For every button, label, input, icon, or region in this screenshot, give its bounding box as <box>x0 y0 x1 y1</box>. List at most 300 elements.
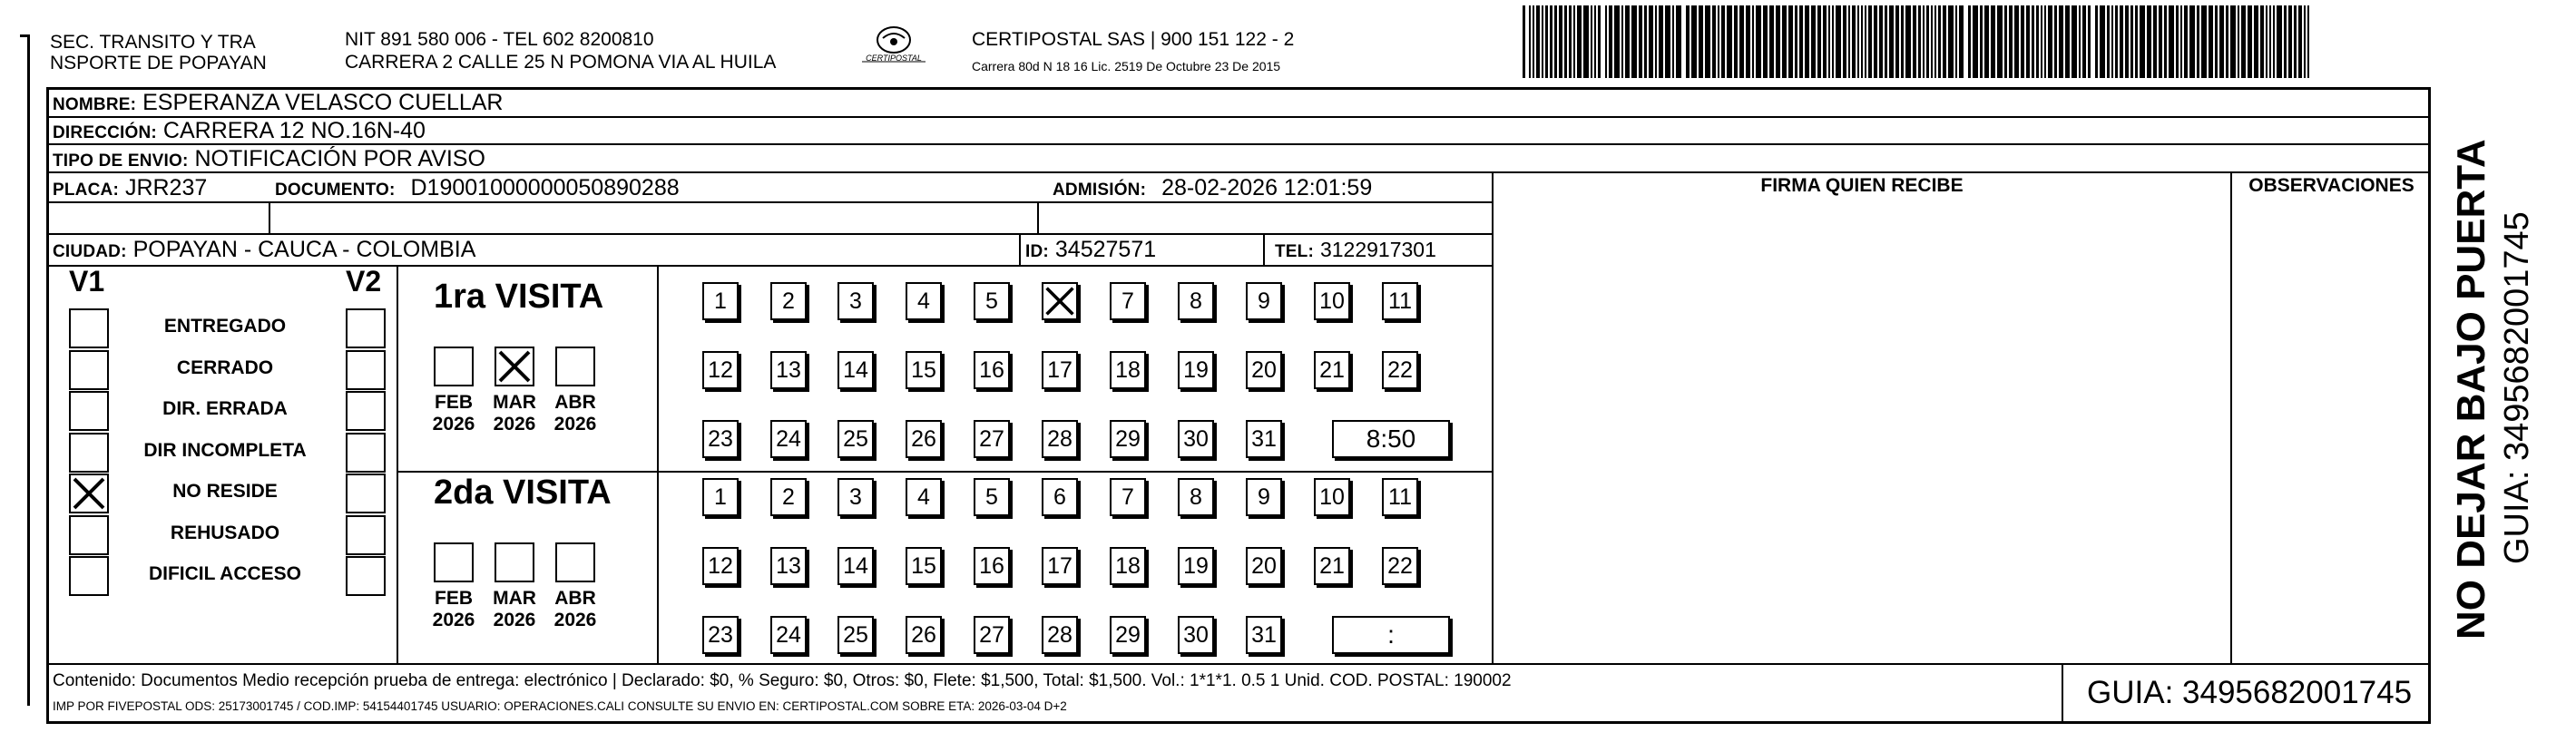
day-checkbox[interactable]: 22 <box>1382 547 1418 585</box>
footer-contenido: Contenido: Documentos Medio recepción prueba de entrega: electrónico | Declarado: $0, % Seguro: $0, Otros: $0, Flete: $1,500, Total: $1,500. Vol.: 1*1*1. 0.5 1 Unid. COD. POSTAL: 190002 <box>53 671 1512 690</box>
v1-checkbox[interactable] <box>69 474 109 513</box>
day-checkbox[interactable]: 30 <box>1178 420 1214 458</box>
id-label: ID: <box>1025 242 1049 261</box>
barcode-bar <box>2189 5 2195 78</box>
barcode-bar <box>2059 5 2063 78</box>
margin-mark-cap <box>20 34 30 37</box>
barcode-bar <box>1712 5 1716 78</box>
month-name: MAR <box>493 588 536 609</box>
barcode-bar <box>2014 5 2019 78</box>
barcode-bar <box>1659 5 1663 78</box>
barcode-bar <box>2054 5 2057 78</box>
barcode-bar <box>2082 5 2086 78</box>
day-checkbox[interactable]: 27 <box>974 420 1010 458</box>
barcode-bar <box>1828 5 1830 78</box>
month-year: 2026 <box>493 610 536 630</box>
barcode-bar <box>1805 5 1809 78</box>
day-checkbox[interactable]: 10 <box>1314 478 1350 516</box>
col-rule <box>2230 171 2232 663</box>
barcode-bar <box>1948 5 1954 78</box>
day-checkbox[interactable]: 4 <box>906 282 942 320</box>
day-checkbox[interactable]: 8 <box>1178 478 1214 516</box>
barcode-bar <box>1573 5 1575 78</box>
day-checkbox[interactable]: 15 <box>906 351 942 389</box>
barcode-bar <box>1614 5 1620 78</box>
day-checkbox[interactable]: 28 <box>1042 616 1078 654</box>
day-checkbox[interactable]: 24 <box>770 616 807 654</box>
col-rule <box>1019 233 1021 266</box>
direccion-value: CARRERA 12 NO.16N-40 <box>162 118 426 143</box>
day-checkbox[interactable]: 21 <box>1314 351 1350 389</box>
day-checkbox[interactable]: 28 <box>1042 420 1078 458</box>
barcode-bar <box>1672 5 1674 78</box>
placa-row <box>53 172 207 206</box>
barcode-bar <box>1676 5 1681 78</box>
barcode-bar <box>1564 5 1567 78</box>
barcode-bar <box>1763 5 1768 78</box>
admision-value: 28-02-2026 12:01:59 <box>1161 175 1373 200</box>
second-visit-title: 2da VISITA <box>434 474 612 512</box>
barcode-bar <box>1836 5 1841 78</box>
barcode-bar <box>2021 5 2024 78</box>
id-value: 34527571 <box>1054 237 1157 262</box>
barcode-bar <box>1973 5 1978 78</box>
day-checkbox[interactable]: 9 <box>1246 282 1282 320</box>
barcode <box>1523 5 2312 78</box>
barcode-bar <box>1879 5 1883 78</box>
documento-value: D19001000000050890288 <box>410 175 680 200</box>
barcode-bar <box>2273 5 2275 78</box>
day-checkbox[interactable]: 29 <box>1110 420 1146 458</box>
barcode-bar <box>1718 5 1719 78</box>
barcode-bar <box>1691 5 1697 78</box>
barcode-bar <box>1665 5 1670 78</box>
day-checkbox[interactable]: 20 <box>1246 351 1282 389</box>
barcode-bar <box>2176 5 2179 78</box>
day-checkbox[interactable]: 11 <box>1382 478 1418 516</box>
barcode-bar <box>2036 5 2039 78</box>
barcode-bar <box>1739 5 1744 78</box>
day-checkbox[interactable]: 13 <box>770 351 807 389</box>
day-checkbox[interactable]: 1 <box>702 282 739 320</box>
barcode-bar <box>1752 5 1754 78</box>
barcode-bar <box>1843 5 1846 78</box>
month-year: 2026 <box>553 610 597 630</box>
barcode-bar <box>2041 5 2042 78</box>
admision-row <box>1053 172 1372 206</box>
sender-line-2: NSPORTE DE POPAYAN <box>50 53 267 73</box>
barcode-bar <box>1529 5 1531 78</box>
barcode-bar <box>1609 5 1612 78</box>
placa-label: PLACA: <box>53 181 119 200</box>
barcode-bar <box>2248 5 2252 78</box>
barcode-bar <box>1533 5 1534 78</box>
tel-row <box>1275 234 1436 268</box>
sender-line-1: SEC. TRANSITO Y TRA <box>50 32 256 53</box>
day-checkbox[interactable]: 31 <box>1246 616 1282 654</box>
day-checkbox[interactable]: 8 <box>1178 282 1214 320</box>
barcode-bar <box>2184 5 2188 78</box>
day-checkbox[interactable]: 1 <box>702 478 739 516</box>
day-checkbox[interactable]: 16 <box>974 351 1010 389</box>
barcode-bar <box>2079 5 2081 78</box>
day-checkbox[interactable]: 10 <box>1314 282 1350 320</box>
day-checkbox[interactable] <box>1042 282 1078 320</box>
v2-checkbox[interactable] <box>346 474 386 513</box>
day-checkbox[interactable]: 19 <box>1178 547 1214 585</box>
barcode-bar <box>2065 5 2070 78</box>
day-checkbox[interactable]: 23 <box>702 616 739 654</box>
barcode-bar <box>1799 5 1803 78</box>
barcode-bar <box>1605 5 1607 78</box>
barcode-bar <box>1631 5 1637 78</box>
day-checkbox[interactable]: 2 <box>770 478 807 516</box>
barcode-bar <box>1577 5 1582 78</box>
barcode-bar <box>2032 5 2034 78</box>
v1-checkbox[interactable] <box>69 308 109 348</box>
day-checkbox[interactable]: 2 <box>770 282 807 320</box>
barcode-bar <box>1649 5 1653 78</box>
col-rule <box>1492 171 1494 663</box>
status-label: DIR INCOMPLETA <box>143 439 307 461</box>
barcode-bar <box>1699 5 1703 78</box>
v1-checkbox[interactable] <box>69 433 109 473</box>
first-visit-title: 1ra VISITA <box>434 278 604 316</box>
day-checkbox[interactable]: 7 <box>1110 282 1146 320</box>
barcode-bar <box>2254 5 2258 78</box>
row-rule <box>397 471 1493 473</box>
col-rule <box>1037 201 1039 234</box>
barcode-bar <box>1756 5 1761 78</box>
barcode-bar <box>1591 5 1592 78</box>
sidebar-guia: GUIA: 3495682001745 <box>2498 211 2536 564</box>
month-checkbox[interactable] <box>495 542 534 582</box>
barcode-bar <box>2111 5 2113 78</box>
v1-checkbox[interactable] <box>69 350 109 390</box>
observaciones-heading: OBSERVACIONES <box>2248 175 2414 196</box>
barcode-bar <box>1811 5 1816 78</box>
admision-label: ADMISIÓN: <box>1053 181 1147 200</box>
barcode-bar <box>1782 5 1787 78</box>
barcode-bar <box>1554 5 1557 78</box>
barcode-bar <box>1955 5 1957 78</box>
firma-heading: FIRMA QUIEN RECIBE <box>1760 175 1964 196</box>
margin-mark <box>27 34 30 706</box>
barcode-bar <box>2209 5 2213 78</box>
status-label: NO RESIDE <box>172 481 278 502</box>
day-checkbox[interactable]: 14 <box>837 547 874 585</box>
barcode-bar <box>1639 5 1642 78</box>
col-rule <box>269 201 270 234</box>
barcode-bar <box>2107 5 2110 78</box>
barcode-bar <box>2026 5 2030 78</box>
barcode-bar <box>1746 5 1750 78</box>
barcode-bar <box>1559 5 1562 78</box>
barcode-bar <box>1550 5 1552 78</box>
status-label: ENTREGADO <box>163 316 287 337</box>
month-checkbox[interactable] <box>495 347 534 386</box>
barcode-bar <box>1536 5 1540 78</box>
barcode-bar <box>1523 5 1525 78</box>
month-year: 2026 <box>493 414 536 435</box>
month-checkbox[interactable] <box>555 347 595 386</box>
day-checkbox[interactable]: 5 <box>974 478 1010 516</box>
barcode-bar <box>1885 5 1887 78</box>
barcode-bar <box>2219 5 2224 78</box>
v2-checkbox[interactable] <box>346 391 386 431</box>
month-checkbox[interactable] <box>434 347 474 386</box>
barcode-bar <box>1795 5 1797 78</box>
barcode-bar <box>2241 5 2246 78</box>
day-checkbox[interactable]: 26 <box>906 420 942 458</box>
barcode-bar <box>1874 5 1877 78</box>
barcode-bar <box>2159 5 2162 78</box>
day-checkbox[interactable]: 4 <box>906 478 942 516</box>
barcode-bar <box>2147 5 2151 78</box>
barcode-bar <box>2164 5 2167 78</box>
col-rule <box>2062 663 2063 724</box>
v2-heading: V2 <box>346 265 382 298</box>
barcode-bar <box>2266 5 2267 78</box>
placa-value: JRR237 <box>124 175 208 200</box>
nombre-value: ESPERANZA VELASCO CUELLAR <box>142 90 504 115</box>
ciudad-label: CIUDAD: <box>53 242 127 261</box>
barcode-bar <box>1686 5 1690 78</box>
barcode-bar <box>1776 5 1780 78</box>
v1-checkbox[interactable] <box>69 391 109 431</box>
barcode-bar <box>1938 5 1941 78</box>
barcode-bar <box>2288 5 2292 78</box>
tipo-label: TIPO DE ENVIO: <box>53 151 189 171</box>
barcode-bar <box>1968 5 1971 78</box>
day-checkbox[interactable]: 19 <box>1178 351 1214 389</box>
day-checkbox[interactable]: 26 <box>906 616 942 654</box>
tel-value: 3122917301 <box>1319 238 1436 261</box>
barcode-bar <box>2226 5 2228 78</box>
col-rule <box>657 265 659 663</box>
nit-line: NIT 891 580 006 - TEL 602 8200810 <box>345 29 654 50</box>
day-checkbox[interactable]: 25 <box>837 420 874 458</box>
barcode-bar <box>1817 5 1821 78</box>
barcode-bar <box>1931 5 1933 78</box>
svg-text:CERTIPOSTAL: CERTIPOSTAL <box>866 54 922 63</box>
status-label: CERRADO <box>176 356 274 378</box>
day-checkbox[interactable]: 15 <box>906 547 942 585</box>
barcode-bar <box>2072 5 2077 78</box>
certipostal-logo <box>853 20 935 78</box>
barcode-bar <box>2294 5 2297 78</box>
barcode-bar <box>2298 5 2302 78</box>
col-rule <box>1263 233 1265 266</box>
barcode-bar <box>1655 5 1657 78</box>
day-checkbox[interactable]: 21 <box>1314 547 1350 585</box>
day-checkbox[interactable]: 14 <box>837 351 874 389</box>
day-checkbox[interactable]: 27 <box>974 616 1010 654</box>
day-checkbox[interactable]: 20 <box>1246 547 1282 585</box>
day-checkbox[interactable]: 17 <box>1042 547 1078 585</box>
v2-checkbox[interactable] <box>346 308 386 348</box>
month-name: FEB <box>435 588 473 609</box>
barcode-bar <box>2238 5 2239 78</box>
barcode-bar <box>2307 5 2309 78</box>
barcode-bar <box>2304 5 2306 78</box>
day-checkbox[interactable]: 12 <box>702 547 739 585</box>
barcode-bar <box>2180 5 2182 78</box>
month-checkbox[interactable] <box>434 542 474 582</box>
barcode-bar <box>1598 5 1601 78</box>
v2-checkbox[interactable] <box>346 556 386 596</box>
barcode-bar <box>1934 5 1936 78</box>
barcode-bar <box>2009 5 2013 78</box>
day-checkbox[interactable]: 30 <box>1178 616 1214 654</box>
month-year: 2026 <box>432 414 475 435</box>
barcode-bar <box>1918 5 1921 78</box>
status-label: REHUSADO <box>170 522 280 543</box>
barcode-bar <box>1788 5 1793 78</box>
v1-checkbox[interactable] <box>69 515 109 555</box>
status-label: DIFICIL ACCESO <box>148 563 301 584</box>
barcode-bar <box>1895 5 1899 78</box>
barcode-bar <box>2201 5 2207 78</box>
month-checkbox[interactable] <box>555 542 595 582</box>
day-checkbox[interactable]: 22 <box>1382 351 1418 389</box>
v2-checkbox[interactable] <box>346 350 386 390</box>
barcode-bar <box>2130 5 2133 78</box>
day-checkbox[interactable]: 5 <box>974 282 1010 320</box>
day-checkbox[interactable]: 31 <box>1246 420 1282 458</box>
month-name: ABR <box>554 392 596 413</box>
barcode-bar <box>1569 5 1572 78</box>
barcode-bar <box>1861 5 1863 78</box>
barcode-bar <box>2115 5 2118 78</box>
barcode-bar <box>2277 5 2282 78</box>
barcode-bar <box>1769 5 1774 78</box>
barcode-bar <box>1848 5 1850 78</box>
barcode-bar <box>1868 5 1872 78</box>
carrier-sub: Carrera 80d N 18 16 Lic. 2519 De Octubre 23 De 2015 <box>972 59 1281 73</box>
day-checkbox[interactable]: 9 <box>1246 478 1282 516</box>
day-checkbox[interactable]: 3 <box>837 478 874 516</box>
barcode-bar <box>1832 5 1834 78</box>
day-checkbox[interactable]: 12 <box>702 351 739 389</box>
day-checkbox[interactable]: 11 <box>1382 282 1418 320</box>
day-checkbox[interactable]: 13 <box>770 547 807 585</box>
footer-rule <box>46 663 2431 665</box>
barcode-bar <box>1984 5 1989 78</box>
barcode-bar <box>2048 5 2052 78</box>
barcode-bar <box>1545 5 1548 78</box>
barcode-bar <box>2230 5 2236 78</box>
day-checkbox[interactable]: 25 <box>837 616 874 654</box>
barcode-bar <box>2100 5 2105 78</box>
footer-guia: GUIA: 3495682001745 <box>2087 675 2413 710</box>
tipo-value: NOTIFICACIÓN POR AVISO <box>194 146 485 171</box>
day-checkbox[interactable]: 6 <box>1042 478 1078 516</box>
barcode-bar <box>1583 5 1589 78</box>
v2-checkbox[interactable] <box>346 515 386 555</box>
barcode-bar <box>2135 5 2138 78</box>
day-checkbox[interactable]: 23 <box>702 420 739 458</box>
barcode-bar <box>1705 5 1710 78</box>
barcode-bar <box>1913 5 1916 78</box>
day-checkbox[interactable]: 17 <box>1042 351 1078 389</box>
day-checkbox[interactable]: 18 <box>1110 351 1146 389</box>
barcode-bar <box>1959 5 1964 78</box>
address-line: CARRERA 2 CALLE 25 N POMONA VIA AL HUILA <box>345 52 777 73</box>
barcode-bar <box>1594 5 1596 78</box>
ciudad-value: POPAYAN - CAUCA - COLOMBIA <box>132 237 476 262</box>
month-name: FEB <box>435 392 473 413</box>
first-visit-time[interactable]: 8:50 <box>1332 420 1450 458</box>
barcode-bar <box>1901 5 1904 78</box>
barcode-bar <box>1542 5 1543 78</box>
barcode-bar <box>2120 5 2123 78</box>
barcode-bar <box>1943 5 1946 78</box>
barcode-bar <box>1926 5 1929 78</box>
barcode-bar <box>2215 5 2218 78</box>
id-row <box>1025 234 1156 268</box>
documento-row <box>275 172 680 206</box>
month-year: 2026 <box>553 414 597 435</box>
documento-label: DOCUMENTO: <box>275 181 396 200</box>
barcode-bar <box>2169 5 2174 78</box>
barcode-bar <box>1734 5 1738 78</box>
barcode-bar <box>2044 5 2046 78</box>
day-checkbox[interactable]: 7 <box>1110 478 1146 516</box>
day-checkbox[interactable]: 24 <box>770 420 807 458</box>
barcode-bar <box>1865 5 1866 78</box>
day-checkbox[interactable]: 18 <box>1110 547 1146 585</box>
barcode-bar <box>1905 5 1911 78</box>
barcode-bar <box>1980 5 1983 78</box>
barcode-bar <box>1625 5 1630 78</box>
barcode-bar <box>2284 5 2287 78</box>
barcode-bar <box>2197 5 2199 78</box>
footer-imp: IMP POR FIVEPOSTAL ODS: 25173001745 / COD.IMP: 54154401745 USUARIO: OPERACIONES.CALI CONSULTE SU ENVIO EN: CERTIPOSTAL.COM SOBRE ETA: 2026-03-04 D+2 <box>53 699 1067 713</box>
v1-checkbox[interactable] <box>69 556 109 596</box>
month-name: MAR <box>493 392 536 413</box>
barcode-bar <box>1621 5 1623 78</box>
barcode-bar <box>1644 5 1647 78</box>
barcode-bar <box>2004 5 2007 78</box>
day-checkbox[interactable]: 16 <box>974 547 1010 585</box>
barcode-bar <box>2140 5 2145 78</box>
carrier-line: CERTIPOSTAL SAS | 900 151 122 - 2 <box>972 29 1295 50</box>
barcode-bar <box>1889 5 1894 78</box>
barcode-bar <box>1823 5 1827 78</box>
v1-heading: V1 <box>69 265 105 298</box>
barcode-bar <box>2260 5 2264 78</box>
barcode-bar <box>1721 5 1725 78</box>
col-rule <box>397 265 398 663</box>
second-visit-time[interactable]: : <box>1332 616 1450 654</box>
month-name: ABR <box>554 588 596 609</box>
barcode-bar <box>2095 5 2098 78</box>
barcode-bar <box>2125 5 2129 78</box>
barcode-bar <box>1923 5 1925 78</box>
status-label: DIR. ERRADA <box>162 398 288 419</box>
barcode-bar <box>2269 5 2271 78</box>
ciudad-row <box>53 234 475 268</box>
month-year: 2026 <box>432 610 475 630</box>
v2-checkbox[interactable] <box>346 433 386 473</box>
day-checkbox[interactable]: 3 <box>837 282 874 320</box>
day-checkbox[interactable]: 29 <box>1110 616 1146 654</box>
direccion-label: DIRECCIÓN: <box>53 123 157 142</box>
barcode-bar <box>1852 5 1856 78</box>
barcode-bar <box>1991 5 1995 78</box>
barcode-bar <box>2153 5 2157 78</box>
